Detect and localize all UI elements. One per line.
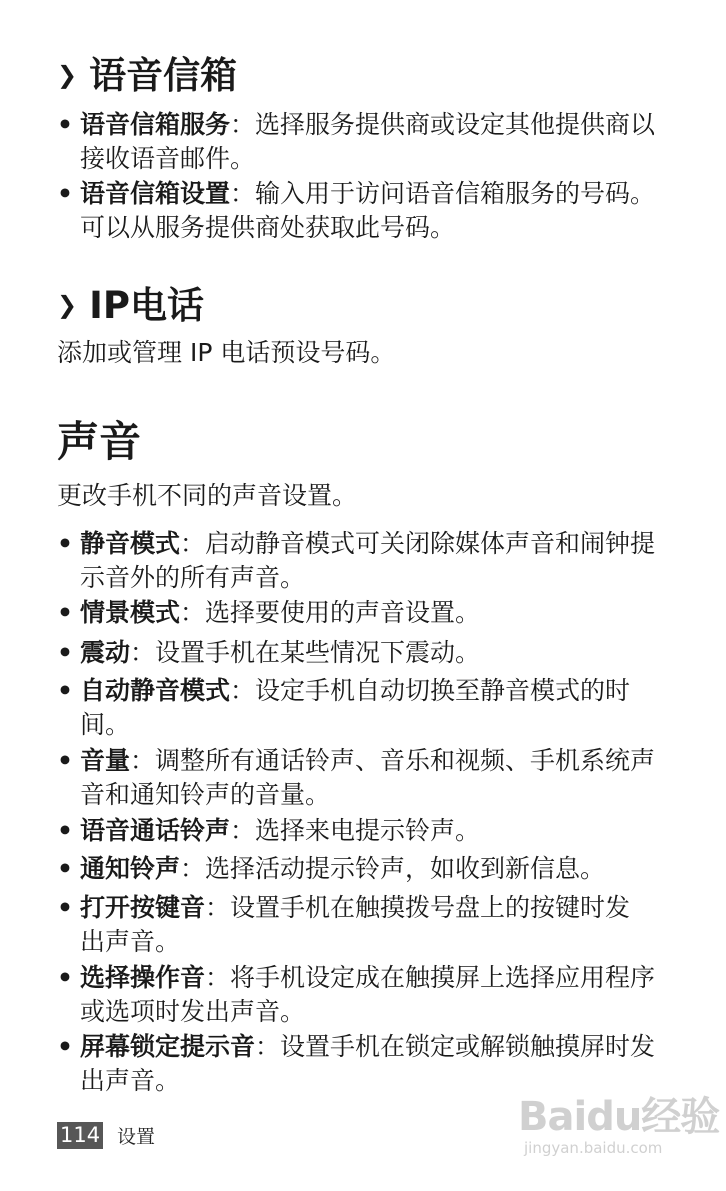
item-desc: ：设置手机在锁定或解锁触摸屏时发出声音。: [80, 1032, 656, 1095]
bullet-icon: •: [57, 598, 73, 627]
watermark-logo: Baidu经验: [518, 1094, 720, 1140]
chevron-right-icon: ❯: [57, 61, 78, 89]
page-number: 114: [57, 1122, 103, 1149]
item-desc: ：调整所有通话铃声、音乐和视频、手机系统声音和通知铃声的音量。: [80, 746, 656, 809]
list-item: [57, 636, 680, 670]
bullet-icon: •: [57, 893, 73, 922]
item-desc: ：设定手机自动切换至静音模式的时间。: [80, 676, 631, 739]
item-term: 屏幕锁定提示音: [80, 1032, 256, 1061]
item-desc: ：启动静音模式可关闭除媒体声音和闹钟提示音外的所有声音。: [80, 529, 656, 592]
item-term: 打开按键音: [80, 893, 206, 922]
list-item: [57, 961, 680, 1029]
bullet-icon: •: [57, 676, 73, 705]
sound-intro: 更改手机不同的声音设置。: [57, 481, 358, 510]
baidu-jingyan-watermark: [518, 1094, 720, 1170]
item-term: 语音信箱服务: [80, 110, 231, 139]
bullet-icon: •: [57, 110, 73, 139]
item-term: 震动: [80, 638, 131, 667]
list-item: [57, 527, 680, 595]
watermark-url: jingyan.baidu.com: [524, 1139, 663, 1157]
item-term: 情景模式: [80, 598, 181, 627]
bullet-icon: •: [57, 1032, 73, 1061]
ip-call-description: 添加或管理 IP 电话预设号码。: [57, 338, 396, 367]
page-title: 声音: [57, 417, 142, 466]
list-item: [57, 814, 680, 848]
item-desc: ：选择来电提示铃声。: [230, 816, 481, 845]
footer-section-label: 设置: [117, 1126, 156, 1148]
item-desc: ：选择活动提示铃声，如收到新信息。: [180, 854, 606, 883]
item-term: 语音通话铃声: [80, 816, 231, 845]
bullet-icon: •: [57, 638, 73, 667]
list-item: [57, 596, 680, 630]
item-term: 选择操作音: [80, 963, 206, 992]
bullet-icon: •: [57, 179, 73, 208]
item-desc: ：选择服务提供商或设定其他提供商以接收语音邮件。: [80, 110, 656, 173]
item-term: 语音信箱设置: [80, 179, 231, 208]
list-item: [57, 177, 680, 245]
item-desc: ：选择要使用的声音设置。: [180, 598, 481, 627]
list-item: [57, 852, 680, 886]
bullet-icon: •: [57, 854, 73, 883]
list-item: [57, 891, 640, 959]
section-title: 语音信箱: [89, 54, 238, 97]
bullet-icon: •: [57, 963, 73, 992]
bullet-icon: •: [57, 746, 73, 775]
item-term: 自动静音模式: [80, 676, 231, 705]
bullet-icon: •: [57, 529, 73, 558]
item-desc: ：设置手机在某些情况下震动。: [130, 638, 481, 667]
item-term: 静音模式: [80, 529, 181, 558]
page-footer: [57, 1122, 155, 1149]
section-title: IP电话: [89, 284, 204, 327]
chevron-right-icon: ❯: [57, 291, 78, 319]
section-heading-ip-call: [57, 284, 204, 327]
item-desc: ：将手机设定成在触摸屏上选择应用程序或选项时发出声音。: [80, 963, 656, 1026]
list-item: [57, 108, 680, 176]
section-heading-voicemail: [57, 54, 238, 97]
list-item: [57, 744, 680, 812]
list-item: [57, 1030, 680, 1098]
item-term: 通知铃声: [80, 854, 181, 883]
item-term: 音量: [80, 746, 131, 775]
item-desc: ：输入用于访问语音信箱服务的号码。可以从服务提供商处获取此号码。: [80, 179, 656, 242]
item-desc: ：设置手机在触摸拨号盘上的按键时发出声音。: [80, 893, 631, 956]
bullet-icon: •: [57, 816, 73, 845]
list-item: [57, 674, 640, 742]
